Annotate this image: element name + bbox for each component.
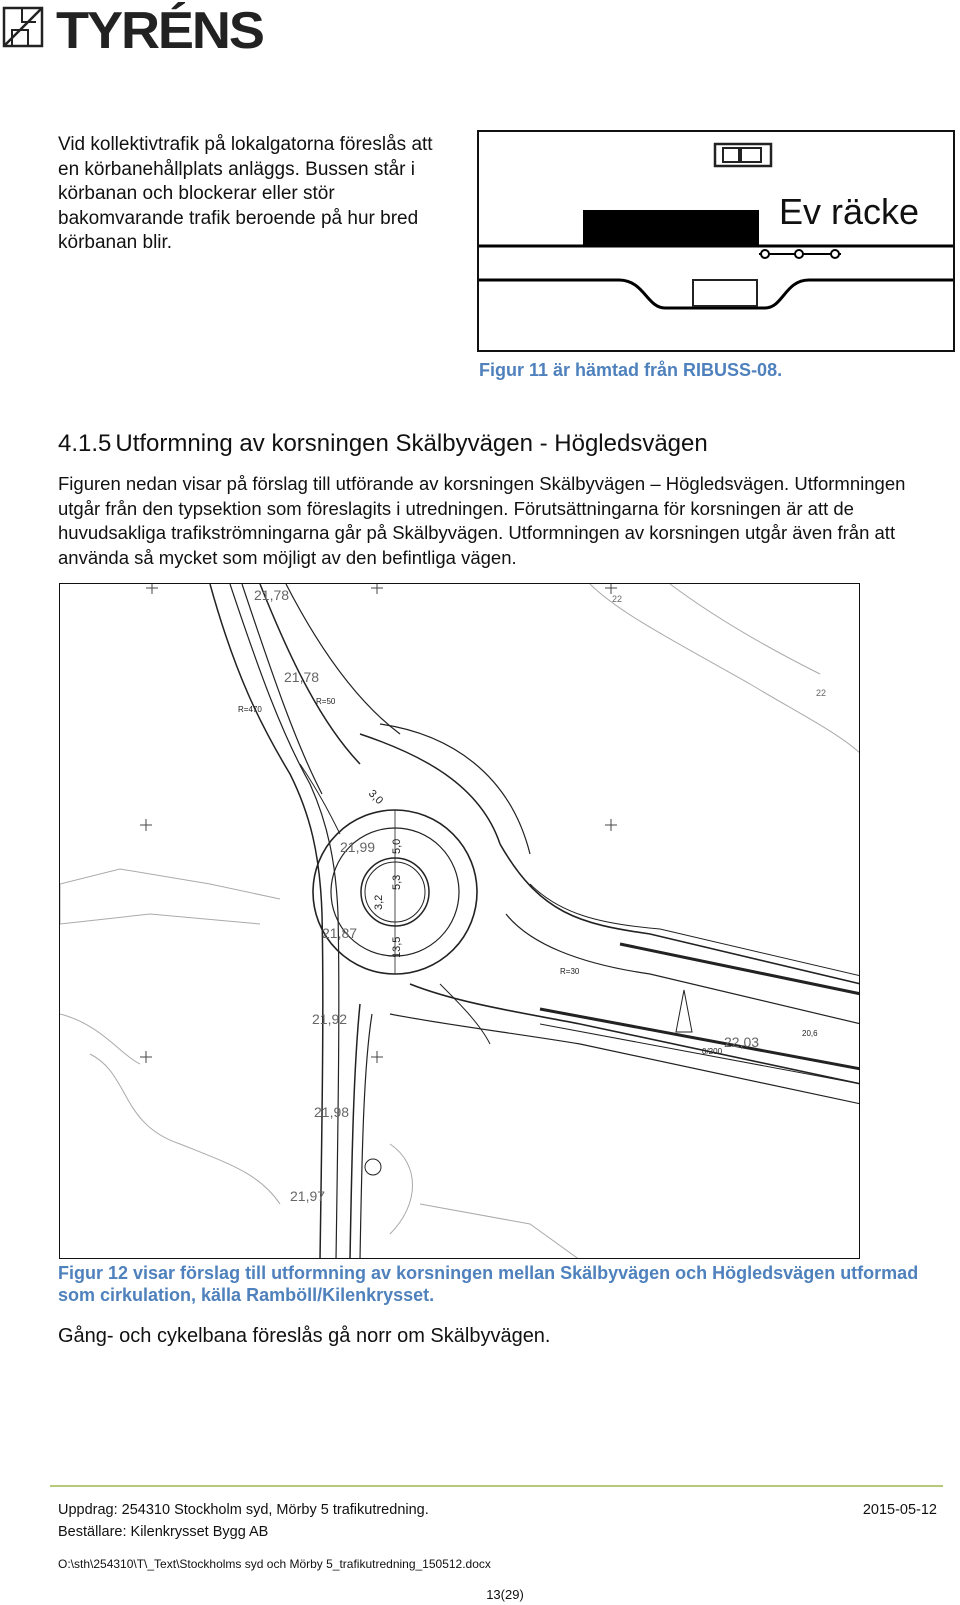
svg-text:22: 22 bbox=[816, 688, 827, 698]
section-number: 4.1.5 bbox=[58, 430, 112, 457]
svg-text:5,3: 5,3 bbox=[391, 874, 403, 890]
svg-text:R=50: R=50 bbox=[316, 697, 336, 706]
page-number: 13(29) bbox=[486, 1587, 524, 1602]
svg-text:5,0: 5,0 bbox=[391, 838, 403, 854]
figure-11-bus-stop-sketch bbox=[477, 130, 955, 352]
figure-12-caption: Figur 12 visar förslag till utformning av korsningen mellan Skälbyvägen och Högledsvägen utformad som cirkulation, källa Ramböll/Kilenkrysset. bbox=[58, 1263, 919, 1305]
footer-assignment: Uppdrag: 254310 Stockholm syd, Mörby 5 trafikutredning. bbox=[58, 1502, 429, 1518]
svg-text:13,5: 13,5 bbox=[391, 936, 403, 958]
svg-text:22,03: 22,03 bbox=[724, 1034, 760, 1050]
car-icon bbox=[715, 144, 771, 166]
footer-client: Beställare: Kilenkrysset Bygg AB bbox=[58, 1524, 269, 1540]
intro-paragraph: Vid kollektivtrafik på lokalgatorna föreslås att en körbanehållplats anläggs. Bussen står i körbanan och blockerar eller stör bakomvarande trafik beroende på hur bred körbanan blir. bbox=[58, 134, 433, 253]
footer-file-path: O:\sth\254310\T\_Text\Stockholms syd och Mörby 5_trafikutredning_150512.docx bbox=[58, 1557, 491, 1571]
svg-text:22: 22 bbox=[612, 594, 623, 604]
company-logo bbox=[2, 2, 263, 60]
svg-text:3,2: 3,2 bbox=[373, 894, 385, 910]
section-title: Utformning av korsningen Skälbyvägen - Högledsvägen bbox=[115, 430, 708, 457]
logo-wordmark: TYRÉNS bbox=[56, 2, 263, 60]
svg-text:21,99: 21,99 bbox=[340, 839, 376, 855]
section-heading bbox=[58, 430, 708, 458]
figure-12-roundabout-drawing bbox=[59, 583, 860, 1259]
tyrens-logo-icon bbox=[2, 4, 48, 50]
figure-11-label: Ev räcke bbox=[779, 191, 920, 232]
svg-text:R=470: R=470 bbox=[238, 705, 262, 714]
figure-11-caption: Figur 11 är hämtad från RIBUSS-08. bbox=[479, 360, 783, 380]
svg-text:21,78: 21,78 bbox=[254, 587, 290, 603]
svg-text:R=30: R=30 bbox=[560, 967, 580, 976]
svg-text:21,98: 21,98 bbox=[314, 1104, 350, 1120]
svg-text:21,97: 21,97 bbox=[290, 1188, 326, 1204]
svg-text:21,87: 21,87 bbox=[322, 925, 358, 941]
svg-text:0/200: 0/200 bbox=[702, 1047, 723, 1056]
cycle-path-text: Gång- och cykelbana föreslås gå norr om Skälbyvägen. bbox=[58, 1325, 551, 1347]
svg-text:3,0: 3,0 bbox=[365, 787, 386, 807]
section-paragraph: Figuren nedan visar på förslag till utförande av korsningen Skälbyvägen – Högledsvägen. Utformningen utgår från den typsektion som föreslagits i utredningen. Förutsättningarna för korsningen är att de huvudsakliga trafikströmningarna går på Skälbyvägen. Utformningen av korsningen utgår även från att använda så mycket som möjligt av den befintliga vägen. bbox=[58, 473, 906, 569]
footer-rule bbox=[50, 1485, 943, 1487]
svg-text:21,78: 21,78 bbox=[284, 669, 320, 685]
svg-text:20,6: 20,6 bbox=[802, 1029, 818, 1038]
bus-bar bbox=[583, 210, 759, 246]
svg-text:21,92: 21,92 bbox=[312, 1011, 348, 1027]
footer-date: 2015-05-12 bbox=[862, 1502, 937, 1518]
